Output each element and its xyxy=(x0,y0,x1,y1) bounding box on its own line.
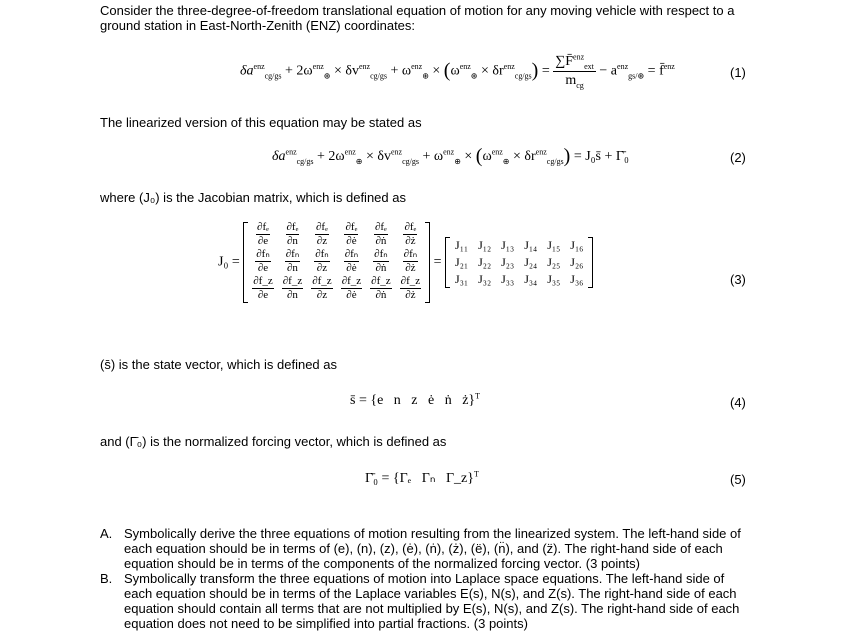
jacobian-element: J₃₅ xyxy=(547,272,561,286)
jacobian-element: J₃₂ xyxy=(478,272,492,286)
jacobian-element: J₁₆ xyxy=(570,238,584,252)
partial-derivative: $\frac{\text{∂fₑ}}{\partial ė}$ xyxy=(345,221,358,247)
partial-derivative: $\frac{\text{∂fₑ}}{\partial e}$ xyxy=(257,221,269,247)
partial-derivative: $\frac{\partial f\_z}{\partial ż}$ xyxy=(400,275,421,301)
jacobian-element: J₃₁ xyxy=(455,272,469,286)
jacobian-element: J₃₃ xyxy=(501,272,515,286)
linearized-paragraph: The linearized version of this equation may be stated as xyxy=(100,115,422,130)
equation-1: $\delta a^{enz}_{cg/gs} + 2\omega^{enz}_\oplus \times \delta v^{enz}_{cg/gs} + \omega^{enz}_\oplus \times (\omega^{enz}_\oplus \times \delta r^{enz}_{cg/gs})$ = $\frac{\sum F̄^{enz}_{ext}}{m_{cg}}$ − $a^{enz}_{gs/\oplus}$ = f̄$^{enz}$ xyxy=(240,52,675,90)
partial-derivative: $\frac{\partial f\_z}{\partial z}$ xyxy=(312,275,332,301)
equation-1-number: (1) xyxy=(730,65,746,80)
partial-derivative: $\frac{\text{∂fₙ}}{\partial ė}$ xyxy=(344,248,359,274)
partial-derivative: $\frac{\partial f\_z}{\text{∂ṅ}}$ xyxy=(371,275,391,301)
partial-derivative: $\frac{\text{∂fₑ}}{\partial z}$ xyxy=(315,221,328,247)
jacobian-element: J₁₄ xyxy=(524,238,538,252)
jacobian-paragraph: where (J₀) is the Jacobian matrix, which is defined as xyxy=(100,190,406,205)
equation-5-number: (5) xyxy=(730,472,746,487)
jacobian-element: J₂₅ xyxy=(547,255,561,269)
jacobian-element: J₁₅ xyxy=(547,238,561,252)
partial-derivative: $\frac{\text{∂fₑ}}{\partial n}$ xyxy=(286,221,299,247)
equation-4: s̄ = {e n z ė ṅ ż}$^T$ xyxy=(350,391,481,408)
jacobian-element: J₃₄ xyxy=(524,272,538,286)
task-a-label: A. xyxy=(100,526,113,541)
partial-derivative: $\frac{\text{∂fₑ}}{\partial ż}$ xyxy=(404,221,417,247)
task-a-text: Symbolically derive the three equations of motion resulting from the linearized system. The left-hand side of each equation should be in terms of (e), (n), (z), (ė), (ṅ), (ż), (ë), (n̈), and (z̈). The right-hand side of each equation should be in terms of the components of the normalized forcing vector. (3 points) xyxy=(124,526,741,571)
task-b-label: B. xyxy=(100,571,113,586)
equation-5: Γ̄₀ = {Γₑ Γₙ Γ_z}$^T$ xyxy=(365,469,479,486)
forcing-paragraph: and (Γ̄₀) is the normalized forcing vector, which is defined as xyxy=(100,434,447,449)
partial-derivative: $\frac{\text{∂fₙ}}{\partial e}$ xyxy=(256,248,270,274)
task-b-text: Symbolically transform the three equations of motion into Laplace space equations. The left-hand side of each equation should be in terms of the Laplace variables E(s), N(s), and Z(s). The right-hand side of each equation should contain all terms that are not multiplied by E(s), N(s), and Z(s). The right-hand side of each equation does not need to be simplified into partial fractions. (3 points) xyxy=(124,571,740,631)
jacobian-partials-matrix xyxy=(243,222,430,303)
equation-2: $\delta a^{enz}_{cg/gs} + 2\omega^{enz}_\oplus \times \delta v^{enz}_{cg/gs} + \omega^{enz}_\oplus \times (\omega^{enz}_\oplus \times \delta r^{enz}_{cg/gs})$ = J₀s̄ + Γ̄₀ xyxy=(272,145,629,167)
intro-paragraph: Consider the three-degree-of-freedom translational equation of motion for any moving vehicle with respect to a ground station in East-North-Zenith (ENZ) coordinates: xyxy=(100,3,735,33)
equation-1-fraction: $\frac{\sum F̄^{enz}_{ext}}{m_{cg}}$ xyxy=(555,52,594,90)
equation-2-number: (2) xyxy=(730,150,746,165)
jacobian-elements-matrix xyxy=(445,237,593,288)
partial-derivative: $\frac{\partial f\_z}{\partial n}$ xyxy=(282,275,303,301)
jacobian-element: J₁₁ xyxy=(455,238,469,252)
jacobian-element: J₁₃ xyxy=(501,238,515,252)
jacobian-element: J₂₄ xyxy=(524,255,538,269)
jacobian-element: J₂₆ xyxy=(570,255,584,269)
partial-derivative: $\frac{\partial f\_z}{\partial ė}$ xyxy=(341,275,362,301)
task-list xyxy=(100,526,750,631)
state-vector-paragraph: (s̄) is the state vector, which is defined as xyxy=(100,357,337,372)
jacobian-element: J₂₃ xyxy=(501,255,515,269)
jacobian-element: J₁₂ xyxy=(478,238,492,252)
partial-derivative: $\frac{\text{∂fₙ}}{\partial n}$ xyxy=(285,248,300,274)
equation-4-number: (4) xyxy=(730,395,746,410)
partial-derivative: $\frac{\text{∂fₑ}}{\text{∂ṅ}}$ xyxy=(374,221,387,247)
jacobian-element: J₂₁ xyxy=(455,255,469,269)
task-b xyxy=(100,571,750,631)
jacobian-element: J₂₂ xyxy=(478,255,492,269)
partial-derivative: $\frac{\text{∂fₙ}}{\partial z}$ xyxy=(315,248,329,274)
partial-derivative: $\frac{\partial f\_z}{\partial e}$ xyxy=(253,275,273,301)
task-a xyxy=(100,526,750,571)
equation-3: J₀ = $\frac{\text{∂fₑ}}{\partial e}$ $\frac{\text{∂fₑ}}{\partial n}$ $\frac{\text{∂fₑ}}{\partial z}$ $\frac{\text{∂fₑ}}{\partial ė}$ $\frac{\text{∂fₑ}}{\text{∂ṅ}}$ $\frac{\text{∂fₑ}}{\partial ż}$ $\frac{\text{∂fₙ}}{\partial e}$ $\frac{\text{∂fₙ}}{\partial n}$ $\frac{\text{∂fₙ}}{\partial z}$ $\frac{\text{∂fₙ}}{\partial ė}$ $\frac{\text{∂fₙ}}{\text{∂ṅ}}$ $\frac{\text{∂fₙ}}{\partial ż}$ $\frac{\partial f\_z}{\partial e}$ $\frac{\partial f\_z}{\partial n}$ $\frac{\partial f\_z}{\partial z}$ $\frac{\partial f\_z}{\partial ė}$ $\frac{\partial f\_z}{\text{∂ṅ}}$ $\frac{\partial f\_z}{\partial ż}$ = J₁₁ J₁₂ J₁₃ J₁₄ J₁₅ J₁₆ J₂₁ J₂₂ J₂₃ J₂₄ J₂₅ J₂₆ J₃₁ J₃₂ J₃₃ J₃₄ J₃₅ J₃₆ xyxy=(218,222,593,303)
partial-derivative: $\frac{\text{∂fₙ}}{\text{∂ṅ}}$ xyxy=(374,248,388,274)
jacobian-element: J₃₆ xyxy=(570,272,584,286)
equation-3-number: (3) xyxy=(730,272,746,287)
partial-derivative: $\frac{\text{∂fₙ}}{\partial ż}$ xyxy=(403,248,418,274)
